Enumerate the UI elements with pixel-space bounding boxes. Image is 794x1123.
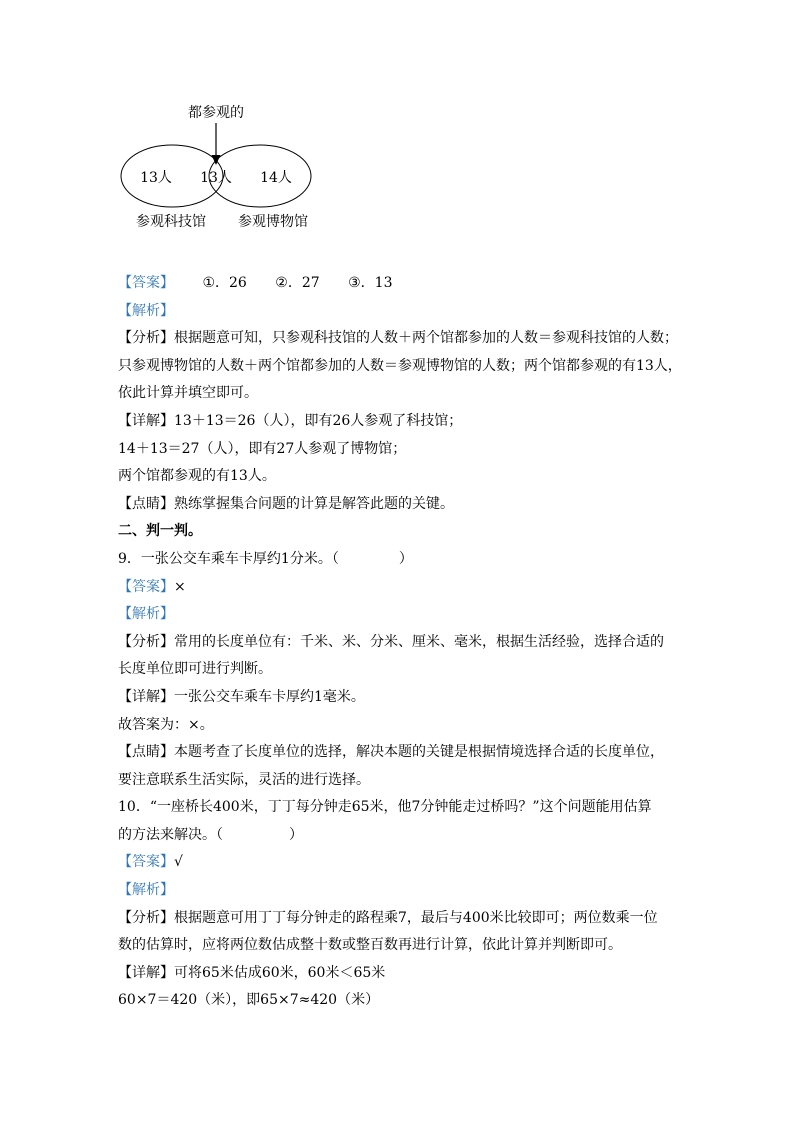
venn-top-label: 都参观的 xyxy=(188,105,244,121)
q10-fenxi-line-2: 数的估算时，应将两位数估成整十数或整百数再进行计算，依此计算并判断即可。 xyxy=(118,937,622,954)
q10-answer: √ xyxy=(174,854,183,871)
q10-question-line-1: 10．“一座桥长400米，丁丁每分钟走65米，他7分钟能走过桥吗？”这个问题能用估算 xyxy=(118,799,652,816)
q10-fenxi-text-1: 根据题意可用丁丁每分钟走的路程乘7，最后与400米比较即可；两位数乘一位 xyxy=(174,909,658,926)
dianjing-tag: 【点睛】 xyxy=(118,744,174,761)
q8-xiangjie-line-2: 14＋13＝27（人），即有27人参观了博物馆； xyxy=(118,440,407,457)
fenxi-tag: 【分析】 xyxy=(118,330,174,347)
answer-tag: 【答案】 xyxy=(118,854,174,871)
q9-question-text: 9．一张公交车乘车卡厚约1分米。（ xyxy=(118,550,339,567)
q9-fenxi-line-1 xyxy=(118,629,688,657)
venn-right-label: 参观博物馆 xyxy=(238,214,308,230)
q9-dianjing-line-2: 要注意联系生活实际，灵活的进行选择。 xyxy=(118,771,370,788)
q8-answer-line xyxy=(118,270,688,298)
q8-answer-2: ②．27 xyxy=(275,275,320,291)
xiangjie-tag: 【详解】 xyxy=(118,688,174,705)
q8-xiangjie-line-1 xyxy=(118,408,688,436)
dianjing-tag: 【点睛】 xyxy=(118,495,174,512)
q9-answer-line xyxy=(118,574,688,602)
q10-xiangjie-text-1: 可将65米估成60米，60米＜65米 xyxy=(174,964,386,981)
venn-left-label: 参观科技馆 xyxy=(136,214,206,230)
analysis-tag: 【解析】 xyxy=(118,882,174,899)
q9-answer: × xyxy=(174,578,186,595)
q10-question-line-2 xyxy=(118,822,688,850)
fenxi-tag: 【分析】 xyxy=(118,909,174,926)
q8-dianjing-line xyxy=(118,491,688,519)
q8-dianjing-text: 熟练掌握集合问题的计算是解答此题的关键。 xyxy=(174,495,454,512)
q9-question-close: ） xyxy=(398,550,413,567)
venn-right-count: 14人 xyxy=(260,170,292,186)
q9-dianjing-text-1: 本题考查了长度单位的选择，解决本题的关键是根据情境选择合适的长度单位， xyxy=(174,744,664,761)
q9-xiangjie-text: 一张公交车乘车卡厚约1毫米。 xyxy=(174,688,365,705)
q8-answer-3: ③．13 xyxy=(348,275,393,291)
q9-conclusion: 故答案为：×。 xyxy=(118,716,214,733)
q9-xiangjie-line xyxy=(118,684,688,712)
fenxi-tag: 【分析】 xyxy=(118,633,174,650)
xiangjie-tag: 【详解】 xyxy=(118,964,174,981)
venn-diagram xyxy=(0,0,794,250)
analysis-tag: 【解析】 xyxy=(118,302,174,319)
solution-content xyxy=(118,270,688,1015)
q10-xiangjie-line-1 xyxy=(118,960,688,988)
section-title: 二、判一判。 xyxy=(118,523,202,540)
answer-tag: 【答案】 xyxy=(118,578,174,595)
q8-fenxi-text-1: 根据题意可知，只参观科技馆的人数＋两个馆都参加的人数＝参观科技馆的人数； xyxy=(174,330,678,347)
q9-dianjing-line-1 xyxy=(118,739,688,767)
q8-xiangjie-text-1: 13＋13＝26（人），即有26人参观了科技馆； xyxy=(174,412,463,429)
q10-answer-line xyxy=(118,849,688,877)
q10-fenxi-line-1 xyxy=(118,905,688,933)
q9-fenxi-text-1: 常用的长度单位有：千米、米、分米、厘米、毫米，根据生活经验，选择合适的 xyxy=(174,633,664,650)
q8-answer-1: ①．26 xyxy=(202,275,247,291)
analysis-tag: 【解析】 xyxy=(118,606,174,623)
venn-left-count: 13人 xyxy=(140,170,172,186)
q8-fenxi-line-2: 只参观博物馆的人数＋两个馆都参加的人数＝参观博物馆的人数；两个馆都参观的有13人， xyxy=(118,357,682,374)
q8-fenxi-line-1 xyxy=(118,325,688,353)
q9-question xyxy=(118,546,688,574)
answer-tag: 【答案】 xyxy=(118,275,174,291)
q10-question-close: ） xyxy=(289,826,303,843)
q10-xiangjie-line-2: 60×7＝420（米），即65×7≈420（米） xyxy=(118,992,380,1009)
q9-fenxi-line-2: 长度单位即可进行判断。 xyxy=(118,661,272,678)
xiangjie-tag: 【详解】 xyxy=(118,412,174,429)
q10-question-text-2: 的方法来解决。（ xyxy=(118,826,223,843)
q8-fenxi-line-3: 依此计算并填空即可。 xyxy=(118,385,258,402)
venn-middle-count: 13人 xyxy=(200,170,232,186)
q8-xiangjie-line-3: 两个馆都参观的有13人。 xyxy=(118,468,276,485)
